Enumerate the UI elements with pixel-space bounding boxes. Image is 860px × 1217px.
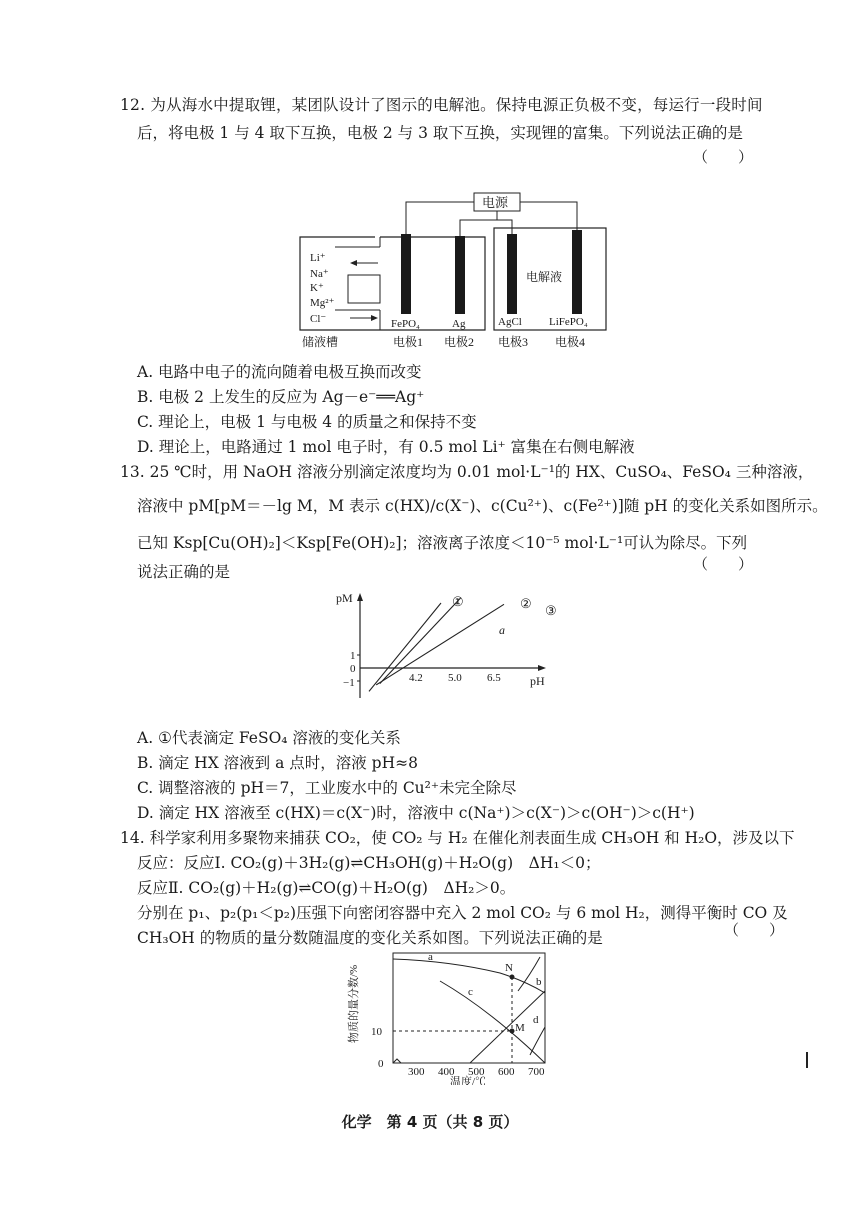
ion-mg: Mg²⁺: [310, 297, 335, 309]
electrode-1-label: 电极1: [393, 335, 424, 349]
plot-frame: [393, 953, 545, 1063]
curve-label-b: b: [536, 976, 542, 988]
electrode-3-label: 电极3: [498, 335, 529, 349]
x-tick-700: 700: [528, 1066, 545, 1078]
q13-line1: 13. 25 ℃时，用 NaOH 溶液分别滴定浓度均为 0.01 mol·L⁻¹的 HX、CuSO₄、FeSO₄ 三种溶液，: [120, 463, 814, 481]
curve-label-d: d: [533, 1014, 539, 1026]
ion-na: Na⁺: [310, 268, 329, 280]
x-axis-label: 温度/℃: [450, 1076, 487, 1085]
electrode-1-rod: [401, 234, 411, 314]
power-supply-label: 电源: [482, 195, 509, 210]
electrode-4-rod: [572, 230, 582, 314]
electrode-4-label: 电极4: [555, 335, 586, 349]
q13-line3: 已知 Ksp[Cu(OH)₂]＜Ksp[Fe(OH)₂]；溶液离子浓度＜10⁻⁵ mol·L⁻¹可认为除尽。下列: [137, 534, 748, 552]
point-m-label: M: [515, 1022, 525, 1034]
y-tick-1: 1: [350, 650, 356, 662]
q12-option-b: B. 电极 2 上发生的反应为 Ag－e⁻══Ag⁺: [137, 388, 425, 406]
q14-line2: 反应：反应Ⅰ. CO₂(g)＋3H₂(g)⇌CH₃OH(g)＋H₂O(g) ΔH₁＜0；: [137, 854, 601, 872]
curve-label-c: c: [468, 986, 473, 998]
electrolysis-cell-figure: [290, 190, 610, 350]
series-label-1: ①: [452, 594, 464, 609]
series-line-1: [369, 603, 441, 691]
q13-answer-bracket: （ ）: [693, 555, 754, 573]
y-tick-neg1: −1: [343, 677, 355, 689]
x-tick-300: 300: [408, 1066, 425, 1078]
q12-line2: 后，将电极 1 与 4 取下互换，电极 2 与 3 取下互换，实现锂的富集。下列说法正确的是: [137, 124, 743, 142]
point-a-label: a: [499, 623, 505, 637]
ion-k: K⁺: [310, 282, 324, 294]
mole-fraction-chart: [340, 945, 565, 1085]
y-axis-label: 物质的量分数/%: [348, 964, 360, 1043]
x-tick-500: 500: [468, 1066, 485, 1078]
x-tick-600: 600: [498, 1066, 515, 1078]
electrode-2-rod: [455, 236, 465, 314]
q12-option-c: C. 理论上，电极 1 与电极 4 的质量之和保持不变: [137, 413, 477, 431]
x-tick-4.2: 4.2: [409, 672, 423, 684]
ion-li: Li⁺: [310, 252, 326, 264]
q14-line4: 分别在 p₁、p₂(p₁＜p₂)压强下向密闭容器中充入 2 mol CO₂ 与 6 mol H₂，测得平衡时 CO 及: [137, 904, 788, 922]
series-line-3: [376, 604, 504, 685]
series-line-2: [380, 598, 461, 684]
ion-cl: Cl⁻: [310, 313, 327, 325]
series-label-3: ③: [545, 603, 557, 618]
y-tick-0: 0: [350, 663, 356, 675]
x-tick-5.0: 5.0: [448, 672, 462, 684]
electrode-3-material: AgCl: [498, 316, 522, 328]
electrode-2-material: Ag: [452, 318, 466, 330]
page-footer: 化学 第 4 页（共 8 页）: [341, 1113, 519, 1131]
electrode-1-material: FePO₄: [391, 318, 420, 330]
q14-line3: 反应Ⅱ. CO₂(g)＋H₂(g)⇌CO(g)＋H₂O(g) ΔH₂＞0。: [137, 879, 516, 897]
electrolyte-label: 电解液: [526, 270, 563, 284]
electrode-4-material: LiFePO₄: [549, 316, 588, 328]
q12-option-a: A. 电路中电子的流向随着电极互换而改变: [137, 363, 422, 381]
q13-option-d: D. 滴定 HX 溶液至 c(HX)＝c(X⁻)时，溶液中 c(Na⁺)＞c(X⁻)＞c(OH⁻)＞c(H⁺): [137, 804, 695, 822]
q12-option-d: D. 理论上，电路通过 1 mol 电子时，有 0.5 mol Li⁺ 富集在右侧电解液: [137, 438, 635, 456]
q13-option-c: C. 调整溶液的 pH＝7，工业废水中的 Cu²⁺未完全除尽: [137, 779, 517, 797]
series-label-2: ②: [520, 596, 532, 611]
q14-line5: CH₃OH 的物质的量分数随温度的变化关系如图。下列说法正确的是: [137, 929, 603, 947]
y-tick-10: 10: [371, 1026, 382, 1038]
x-tick-6.5: 6.5: [487, 672, 501, 684]
q12-line1: 12. 为从海水中提取锂，某团队设计了图示的电解池。保持电源正负极不变，每运行一段时间: [120, 96, 763, 114]
margin-mark: [806, 1052, 808, 1068]
y-tick-0: 0: [378, 1058, 384, 1070]
q12-answer-bracket: （ ）: [693, 148, 754, 166]
q13-option-b: B. 滴定 HX 溶液到 a 点时，溶液 pH≈8: [137, 754, 418, 772]
q13-line2: 溶液中 pM[pM＝－lg M，M 表示 c(HX)/c(X⁻)、c(Cu²⁺)、c(Fe²⁺)]随 pH 的变化关系如图所示。: [137, 497, 828, 515]
pm-ph-chart: [330, 588, 570, 723]
electrode-3-rod: [507, 234, 517, 314]
tank-label: 储液槽: [302, 335, 339, 349]
x-axis-label: pH: [530, 674, 545, 688]
electrode-2-label: 电极2: [444, 335, 475, 349]
x-tick-400: 400: [438, 1066, 455, 1078]
q14-line1: 14. 科学家利用多聚物来捕获 CO₂，使 CO₂ 与 H₂ 在催化剂表面生成 CH₃OH 和 H₂O，涉及以下: [120, 829, 795, 847]
point-n-label: N: [505, 962, 513, 974]
q13-line4: 说法正确的是: [137, 563, 231, 581]
q13-option-a: A. ①代表滴定 FeSO₄ 溶液的变化关系: [137, 729, 401, 747]
curve-label-a: a: [428, 951, 433, 963]
y-axis-label: pM: [336, 591, 353, 605]
q14-answer-bracket: （ ）: [724, 921, 785, 939]
